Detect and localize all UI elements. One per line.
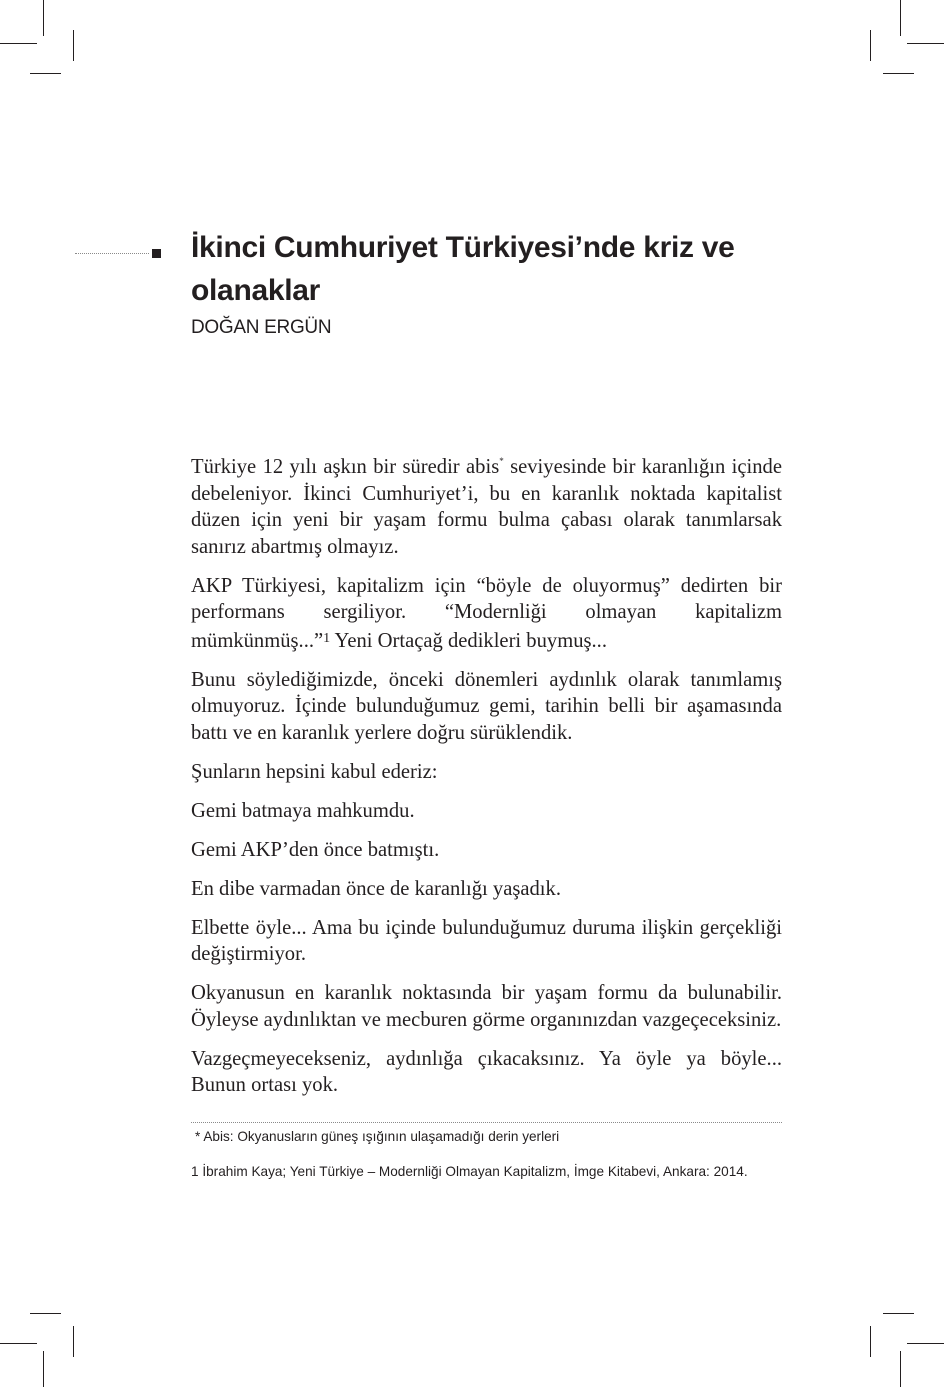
paragraph-text: Yeni Ortaçağ dedikleri buymuş... [330,629,607,652]
article-author: DOĞAN ERGÜN [191,317,332,338]
paragraph: Gemi AKP’den önce batmıştı. [191,838,440,861]
paragraph: Gemi batmaya mahkumdu. [191,799,415,822]
crop-mark [30,1313,61,1314]
paragraph [191,573,782,655]
crop-mark [900,0,901,36]
crop-mark [883,73,914,74]
paragraph: Vazgeçmeyecekseniz, aydınlığa çıkacaksınız. Ya öyle ya böyle... Bunun ortası yok. [191,1047,782,1096]
footnote-1: 1 İbrahim Kaya; Yeni Türkiye – Modernliği Olmayan Kapitalizm, İmge Kitabevi, Ankara: 2014. [191,1164,748,1179]
paragraph [191,448,782,560]
paragraph: Bunu söylediğimizde, önceki dönemleri aydınlık olarak tanımlamış olmuyoruz. İçinde bulunduğumuz gemi, tarihin belli bir aşamasında battı ve en karanlık yerlere doğru sürüklendik. [191,668,782,744]
crop-mark [73,30,74,61]
crop-mark [900,1351,901,1387]
crop-mark [907,1343,944,1344]
article-title: İkinci Cumhuriyet Türkiyesi’nde kriz ve olanaklar [191,231,735,307]
paragraph-text: seviyesinde bir karanlığın içinde debeleniyor. İkinci Cumhuriyet’i, bu en karanlık noktada kapitalist düzen için yeni bir yaşam formu bulma çabası olarak tanımlarsak sanırız abartmış olmayız. [191,456,782,558]
paragraph: En dibe varmadan önce de karanlığı yaşadık. [191,877,561,900]
paragraph-text: Türkiye 12 yılı aşkın bir süredir abis [191,456,500,478]
crop-mark [0,43,37,44]
crop-mark [870,30,871,61]
title-dotted-rule [75,253,149,254]
crop-mark [43,1351,44,1387]
footnote-star: * Abis: Okyanusların güneş ışığının ulaşamadığı derin yerleri [195,1129,560,1144]
footnote-marker-star: * [499,456,504,466]
paragraph-text: AKP Türkiyesi, kapitalizm için “böyle de oluyormuş” dedirten bir performans sergiliyor. “Modernliği olmayan kapitalizm mümkünmüş...” [191,574,782,652]
crop-mark [907,43,944,44]
crop-mark [0,1343,37,1344]
title-bullet-square [152,249,161,258]
crop-mark [870,1326,871,1357]
paragraph: Elbette öyle... Ama bu içinde bulunduğumuz duruma ilişkin gerçekliği değiştirmiyor. [191,916,782,965]
footnote-marker-1: 1 [323,630,331,646]
article-body [191,448,782,1111]
crop-mark [30,73,61,74]
crop-mark [883,1313,914,1314]
crop-mark [73,1326,74,1357]
crop-mark [43,0,44,36]
paragraph: Okyanusun en karanlık noktasında bir yaşam formu da bulunabilir. Öyleyse aydınlıktan ve mecburen görme organınızdan vazgeçeceksiniz. [191,982,782,1031]
paragraph: Şunların hepsini kabul ederiz: [191,760,438,783]
footnote-divider [191,1122,782,1123]
